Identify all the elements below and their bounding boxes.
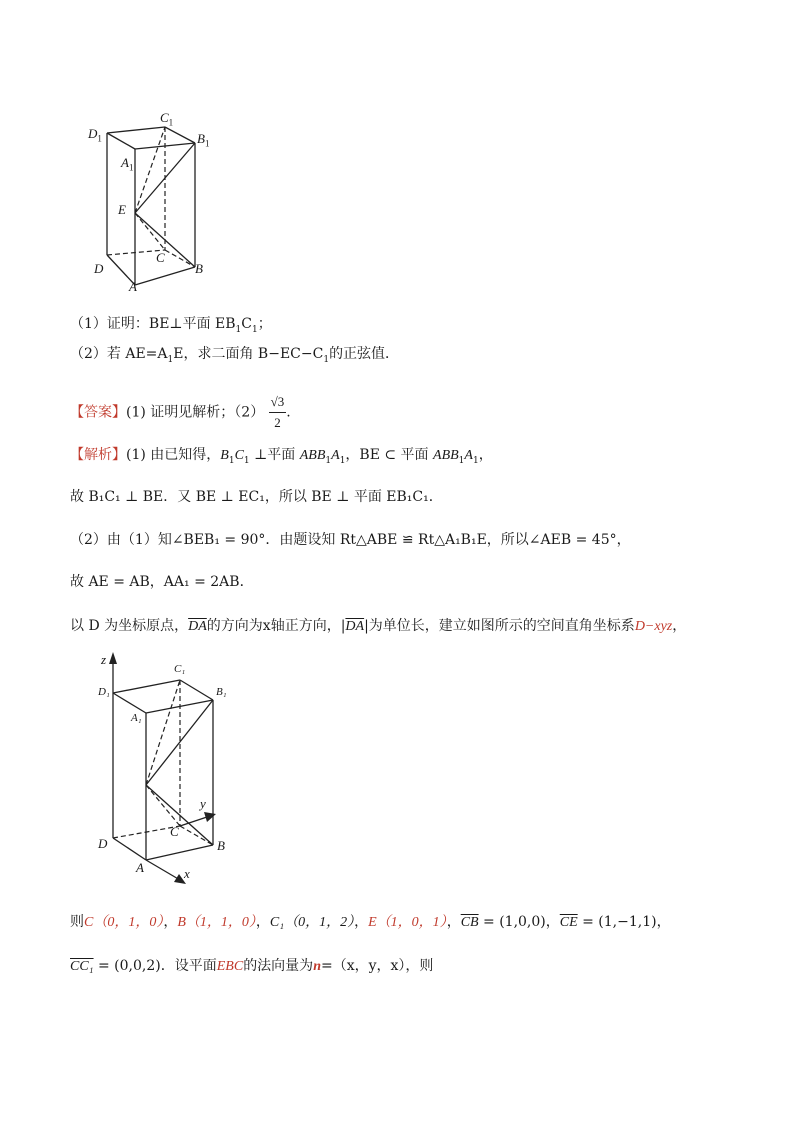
label-z: z [101,652,107,667]
coords-line-2: CC₁ = (0,0,2)．设平面EBC的法向量为n=（x，y，x），则 [70,958,434,974]
label2-c: C [170,824,179,839]
question-2: （2）若 $AE=A_1E$，求二面角 $B-EC-C_1$的正弦值． [70,346,400,365]
analysis-line-5: 以 D 为坐标原点，$\overline{DA}$的方向为x轴正方向，$|\overline{DA}|$为单位长，建立如图所示的空间直角坐标系D−xyz， [70,618,687,634]
label2-b: B [217,838,225,853]
label2-x: x [184,866,190,881]
label-d: D [94,261,104,276]
analysis-tag: 【解析】 [70,447,126,463]
label2-a1: A₁ [131,712,142,724]
label2-d1: D₁ [98,686,110,698]
label2-d: D [98,836,108,851]
answer-tag: 【答案】 [70,404,126,421]
label-b1: $B_1$ [197,131,210,149]
label-b: B [195,261,203,276]
label-e: E [118,202,126,217]
label-a: A [129,279,137,294]
answer-line: 【答案】(1) 证明见解析；（2） $\frac{√3}{2}$ . [70,392,291,433]
analysis-line-3: （2）由（1）知∠BEB₁ = 90°．由题设知 Rt△ABE ≌ Rt△A₁B₁E，所以∠AEB = 45°， [70,532,631,548]
label-a1: $A_1$ [121,155,134,173]
label2-c1: C₁ [174,663,186,675]
label-d1: $D_1$ [88,126,102,144]
analysis-line-4: 故 AE = AB，AA₁ = 2AB． [70,574,254,590]
coords-line-1: 则C（0，1，0），B（1，1，0），C₁（0，1，2），E（1，0，1），$\overline{CB} = (1,0,0)$，$\overline{CE} = (1,-1,1)$， [70,914,671,930]
label2-a: A [136,860,144,875]
question-1: （1）证明：BE⊥平面 $EB_1C_1$； [70,316,272,335]
analysis-line-2: 故 B₁C₁ ⊥ BE．又 BE ⊥ EC₁，所以 BE ⊥ 平面 EB₁C₁． [70,489,443,505]
analysis-line-1: 【解析】(1) 由已知得，$B_1C_1$ ⊥平面 $ABB_1A_1$，BE ⊂ 平面 $ABB_1A_1$， [70,447,493,466]
label-c1: $C_1$ [160,110,174,128]
label-c: C [156,250,165,265]
label2-b1: B₁ [216,686,227,698]
sqrt3-over-2: $\frac{√3}{2}$ [270,394,285,430]
label2-y: y [200,796,206,811]
